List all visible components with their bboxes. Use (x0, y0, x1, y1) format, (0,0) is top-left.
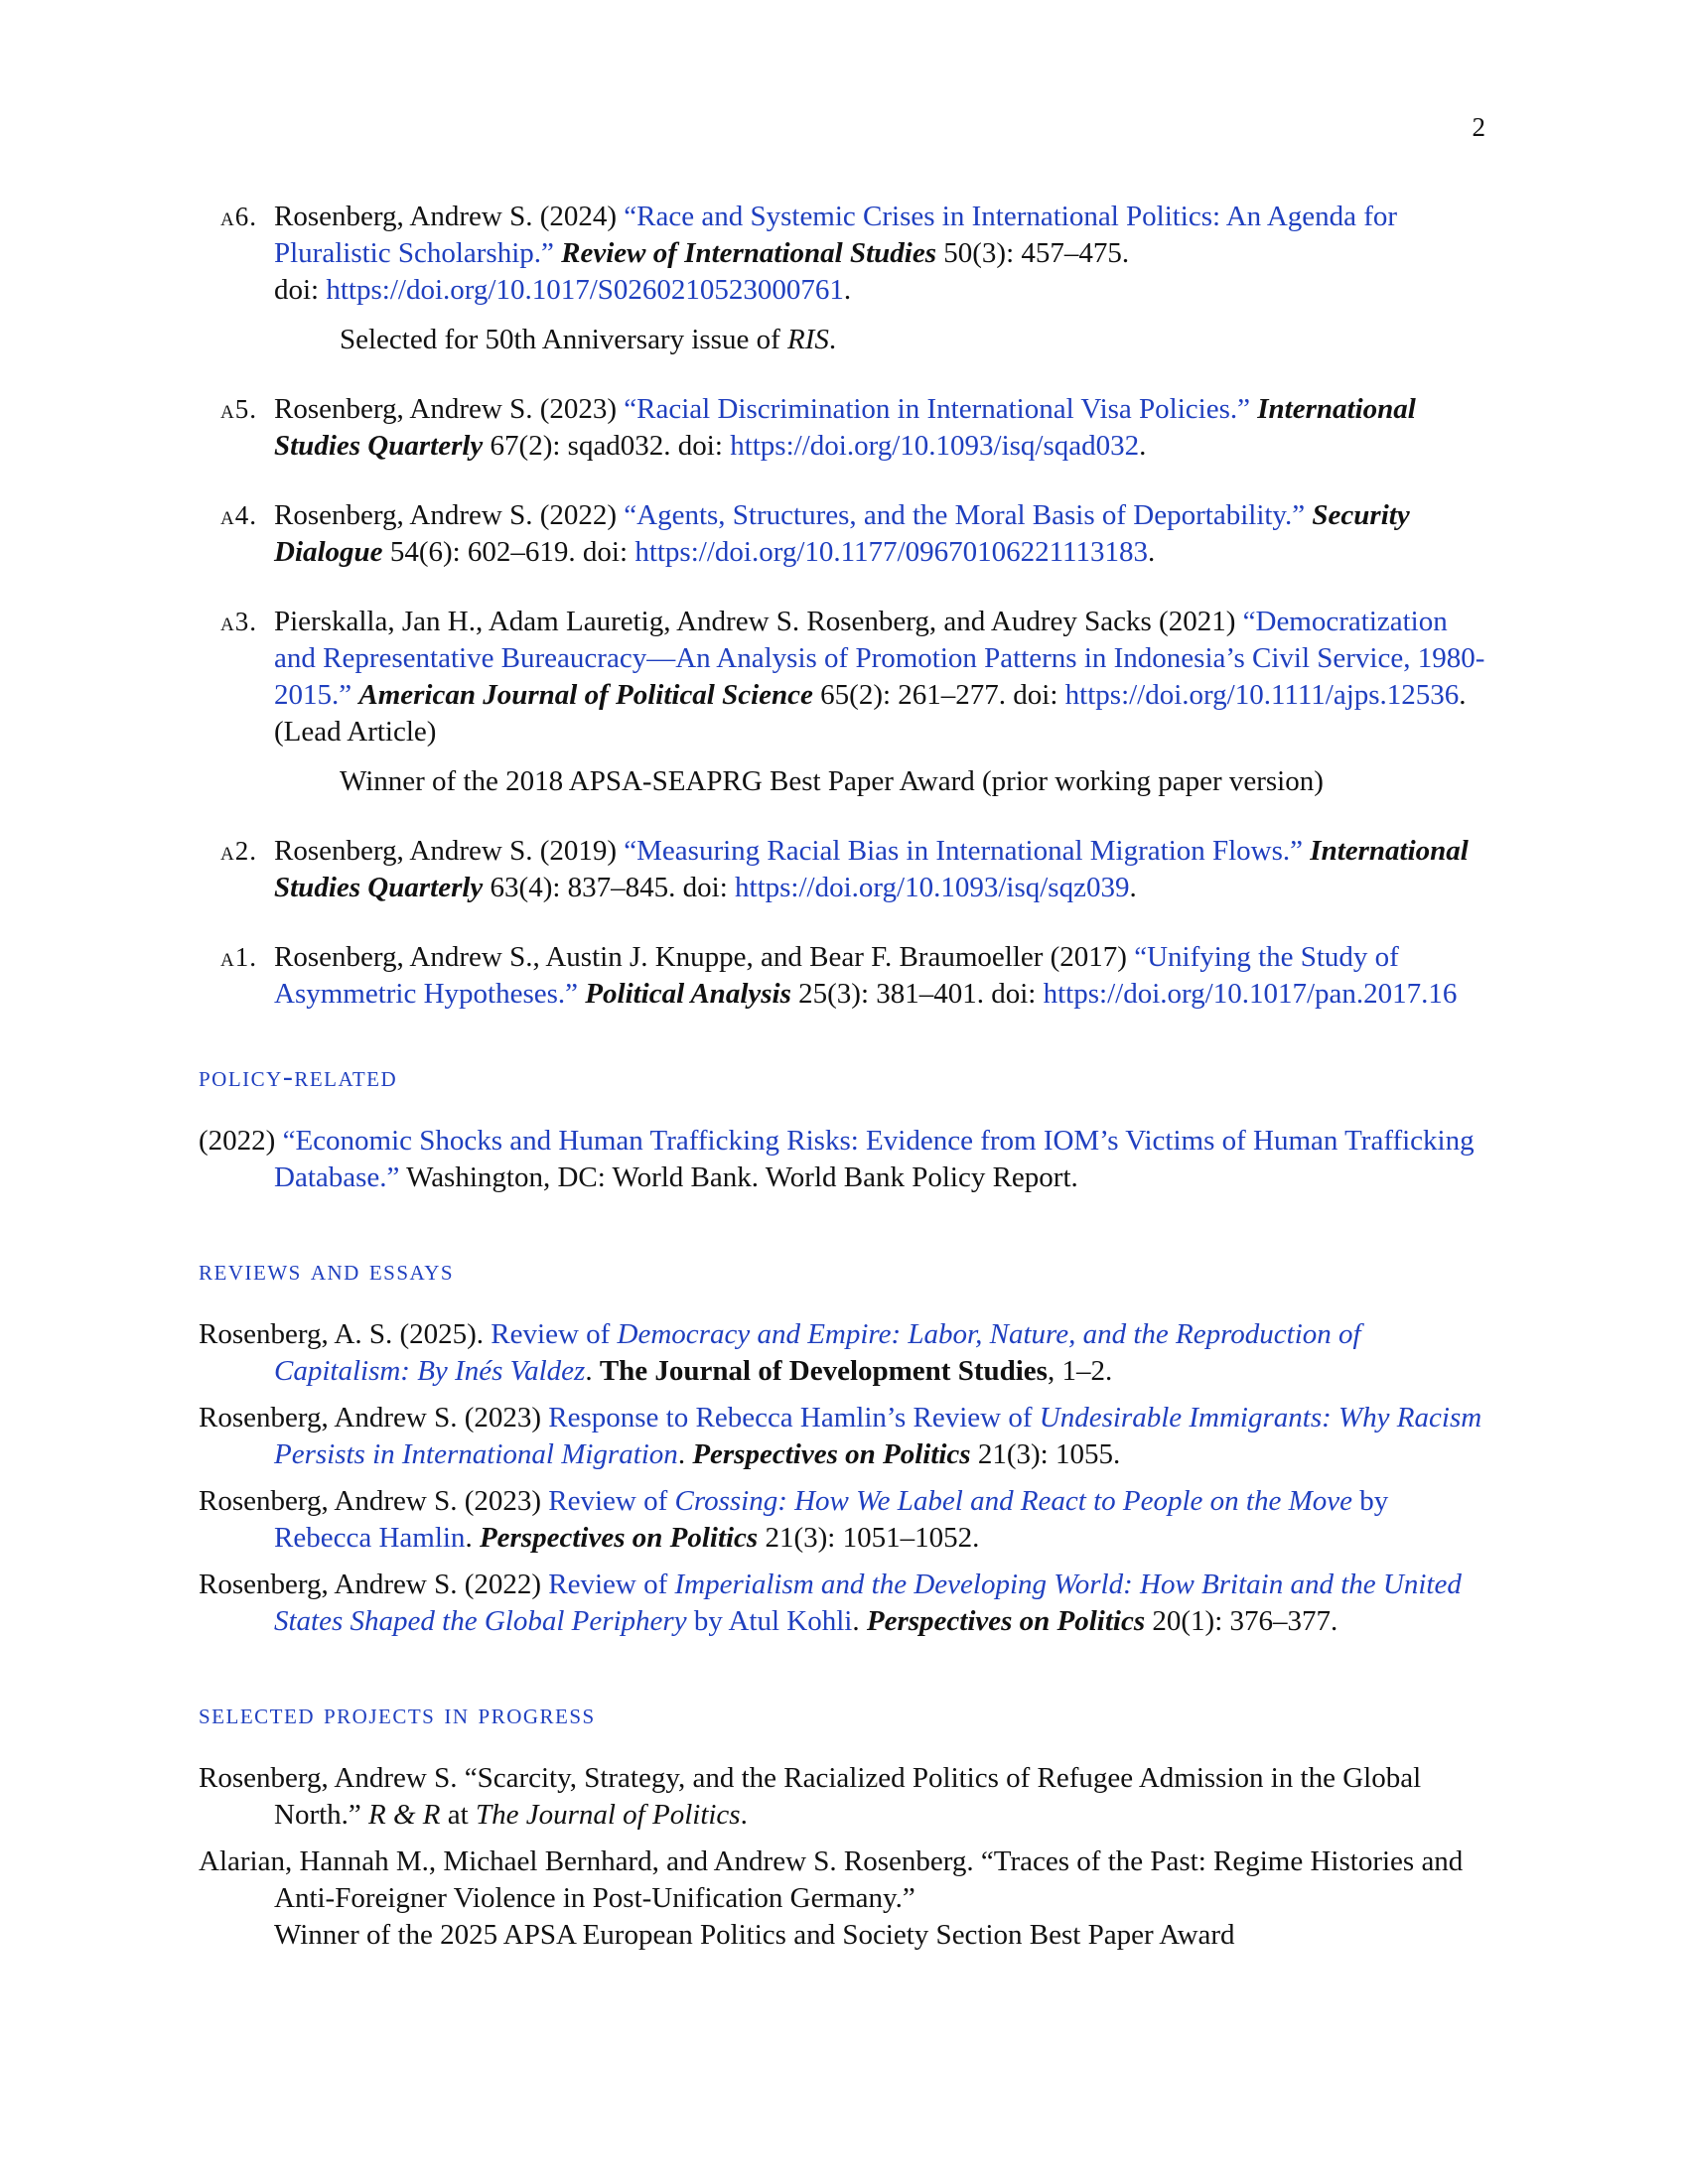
article-title-link[interactable]: “Democratization and Representative Bureaucracy—An Analysis of Promotion Patterns in Indonesia’s Civil Service, 1980-2015.” (274, 606, 1485, 711)
project-status-suffix: . (740, 1799, 748, 1831)
page-number: 2 (1472, 112, 1485, 142)
review-book-title: Crossing: How We Label and React to People on the Move (674, 1485, 1352, 1517)
section-heading-projects: selected projects in progress (199, 1698, 596, 1730)
doi-prefix: doi: (274, 274, 320, 306)
policy-year: (2022) (199, 1125, 276, 1157)
note-suffix: . (828, 324, 837, 355)
review-journal: The Journal of Development Studies (599, 1355, 1048, 1387)
policy-details: Washington, DC: World Bank. World Bank Policy Report. (406, 1161, 1078, 1193)
doi-suffix: . (843, 274, 852, 306)
review-book-title: Democracy and Empire: Labor, Nature, and the Reproduction of Capitalism: By Inés Valdez (274, 1318, 1361, 1387)
article-entry (199, 833, 1485, 906)
doi-link[interactable]: https://doi.org/10.1017/S0260210523000761 (326, 274, 844, 306)
policy-entry (199, 1123, 1485, 1196)
article-entry (199, 939, 1485, 1013)
article-note (274, 322, 1485, 358)
project-entry (199, 1760, 1485, 1834)
article-details: 63(4): 837–845. doi: (490, 872, 728, 903)
article-journal: International Studies Quarterly (274, 393, 1416, 462)
review-book-title: Imperialism and the Developing World: How Britain and the United States Shaped the Global Periphery (274, 1569, 1462, 1637)
review-sep: . (585, 1355, 593, 1387)
project-journal: The Journal of Politics (475, 1799, 741, 1831)
doi-suffix: . (1139, 430, 1147, 462)
review-entry (199, 1483, 1485, 1557)
section-heading-policy: policy-related (199, 1060, 398, 1093)
article-title-link[interactable]: “Measuring Racial Bias in International Migration Flows.” (624, 835, 1304, 867)
review-link-prefix: Response to Rebecca Hamlin’s Review of (548, 1402, 1033, 1433)
article-details: 65(2): 261–277. doi: (820, 679, 1058, 711)
review-entry (199, 1567, 1485, 1640)
doi-suffix: . (1129, 872, 1137, 903)
cv-page-content (199, 199, 1485, 1954)
projects-list (199, 1760, 1485, 1954)
doi-link[interactable]: https://doi.org/10.1111/ajps.12536 (1064, 679, 1460, 711)
article-extra: (Lead Article) (274, 716, 437, 748)
doi-link[interactable]: https://doi.org/10.1093/isq/sqz039 (735, 872, 1130, 903)
note-journal: RIS (787, 324, 829, 355)
article-authors: Pierskalla, Jan H., Adam Lauretig, Andrew S. Rosenberg, and Audrey Sacks (2021) (274, 606, 1236, 637)
article-authors: Rosenberg, Andrew S. (2019) (274, 835, 618, 867)
doi-link[interactable]: https://doi.org/10.1017/pan.2017.16 (1043, 978, 1458, 1010)
article-details: 50(3): 457–475. (943, 237, 1130, 269)
review-entry (199, 1400, 1485, 1473)
article-title-link[interactable]: “Race and Systemic Crises in International Politics: An Agenda for Pluralistic Scholarship.” (274, 201, 1398, 269)
review-journal: Perspectives on Politics (692, 1438, 971, 1470)
review-authors: Rosenberg, Andrew S. (2023) (199, 1485, 542, 1517)
project-status: R & R (368, 1799, 441, 1831)
review-journal: Perspectives on Politics (479, 1522, 759, 1554)
article-title-link[interactable]: “Unifying the Study of Asymmetric Hypotheses.” (274, 941, 1399, 1010)
review-details: 21(3): 1051–1052. (765, 1522, 980, 1554)
review-link-suffix: by Atul Kohli (693, 1605, 853, 1637)
doi-suffix: . (1147, 536, 1156, 568)
review-authors: Rosenberg, Andrew S. (2023) (199, 1402, 542, 1433)
review-details: , 1–2. (1047, 1355, 1113, 1387)
articles-list (199, 199, 1485, 1013)
section-heading-reviews: reviews and essays (199, 1254, 455, 1287)
review-link-prefix: Review of (548, 1569, 668, 1600)
article-journal: American Journal of Political Science (358, 679, 813, 711)
review-details: 20(1): 376–377. (1152, 1605, 1338, 1637)
article-label: a6. (220, 202, 257, 231)
doi-link[interactable]: https://doi.org/10.1093/isq/sqad032 (730, 430, 1140, 462)
project-text: Rosenberg, Andrew S. “Scarcity, Strategy, and the Racialized Politics of Refugee Admission in the Global North.” (199, 1762, 1422, 1831)
project-entry (199, 1843, 1485, 1954)
article-entry (199, 199, 1485, 358)
article-journal: Review of International Studies (561, 237, 937, 269)
review-journal: Perspectives on Politics (866, 1605, 1146, 1637)
article-entry (199, 604, 1485, 800)
article-details: 67(2): sqad032. doi: (490, 430, 723, 462)
review-link-prefix: Review of (548, 1485, 668, 1517)
article-label: a3. (220, 607, 257, 636)
doi-suffix: . (1459, 679, 1467, 711)
article-label: a4. (220, 500, 257, 530)
note-text: Selected for 50th Anniversary issue of (340, 324, 780, 355)
review-authors: Rosenberg, A. S. (2025). (199, 1318, 485, 1350)
review-link-prefix: Review of (491, 1318, 611, 1350)
article-authors: Rosenberg, Andrew S. (2022) (274, 499, 618, 531)
article-details: 25(3): 381–401. doi: (798, 978, 1037, 1010)
project-note: Winner of the 2025 APSA European Politics and Society Section Best Paper Award (274, 1919, 1235, 1951)
project-text: Alarian, Hannah M., Michael Bernhard, and Andrew S. Rosenberg. “Traces of the Past: Regime Histories and Anti-Foreigner Violence in Post-Unification Germany.” (199, 1845, 1464, 1914)
review-entry (199, 1316, 1485, 1390)
reviews-list (199, 1316, 1485, 1640)
article-entry (199, 497, 1485, 571)
article-journal: Security Dialogue (274, 499, 1410, 568)
article-label: a5. (220, 394, 257, 424)
doi-link[interactable]: https://doi.org/10.1177/09670106221113183 (634, 536, 1148, 568)
article-label: a2. (220, 836, 257, 866)
article-details: 54(6): 602–619. doi: (389, 536, 629, 568)
article-journal: Political Analysis (585, 978, 791, 1010)
review-authors: Rosenberg, Andrew S. (2022) (199, 1569, 542, 1600)
article-label: a1. (220, 942, 257, 972)
policy-title-link[interactable]: “Economic Shocks and Human Trafficking Risks: Evidence from IOM’s Victims of Human Trafficking Database.” (274, 1125, 1475, 1193)
article-journal: International Studies Quarterly (274, 835, 1469, 903)
article-authors: Rosenberg, Andrew S. (2023) (274, 393, 618, 425)
article-entry (199, 391, 1485, 465)
article-note: Winner of the 2018 APSA-SEAPRG Best Paper Award (prior working paper version) (340, 765, 1324, 797)
review-book-title: Undesirable Immigrants: Why Racism Persists in International Migration (274, 1402, 1482, 1470)
article-authors: Rosenberg, Andrew S. (2024) (274, 201, 618, 232)
review-link-suffix: by Rebecca Hamlin (274, 1485, 1389, 1554)
project-status-mid: at (447, 1799, 469, 1831)
review-sep: . (852, 1605, 860, 1637)
article-title-link[interactable]: “Racial Discrimination in International Visa Policies.” (624, 393, 1250, 425)
review-details: 21(3): 1055. (977, 1438, 1121, 1470)
article-authors: Rosenberg, Andrew S., Austin J. Knuppe, and Bear F. Braumoeller (2017) (274, 941, 1127, 973)
review-sep: . (677, 1438, 686, 1470)
article-title-link[interactable]: “Agents, Structures, and the Moral Basis of Deportability.” (624, 499, 1306, 531)
review-sep: . (465, 1522, 473, 1554)
